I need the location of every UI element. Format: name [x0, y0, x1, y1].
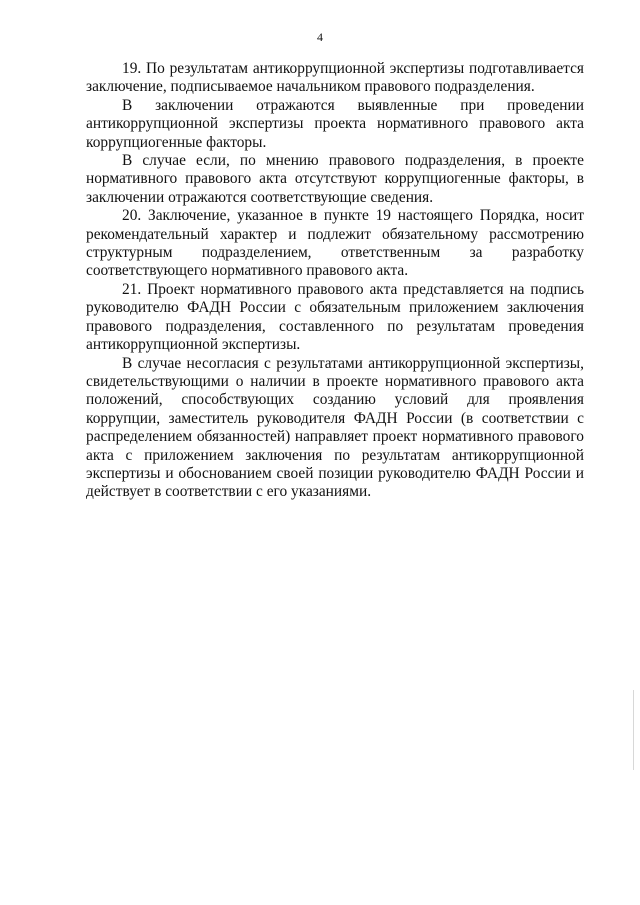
scan-artifact: [633, 690, 634, 770]
paragraph-21: 21. Проект нормативного правового акта представляется на подпись руководителю ФАДН России с обязательным приложением заключения правового подразделения, составленного по результатам проведения антикоррупционной экспертизы.: [86, 280, 584, 354]
document-body: [86, 60, 584, 502]
paragraph-no-factors: В случае если, по мнению правового подразделения, в проекте нормативного правового акта отсутствуют коррупциогенные факторы, в заключении отражаются соответствующие сведения.: [86, 152, 584, 206]
paragraph-disagreement: В случае несогласия с результатами антикоррупционной экспертизы, свидетельствующими о наличии в проекте нормативного правового акта положений, способствующих созданию условий для проявления коррупции, заместитель руководителя ФАДН России (в соответствии с распределением обязанностей) направляет проект нормативного правового акта с приложением заключения по результатам антикоррупционной экспертизы и обоснованием своей позиции руководителю ФАДН России и действует в соответствии с его указаниями.: [86, 354, 584, 501]
paragraph-conclusion-factors: В заключении отражаются выявленные при проведении антикоррупционной экспертизы проекта нормативного правового акта коррупциогенные факторы.: [86, 96, 584, 151]
paragraph-19: 19. По результатам антикоррупционной экспертизы подготавливается заключение, подписываемое начальником правового подразделения.: [86, 60, 584, 96]
page-number: 4: [317, 30, 323, 44]
paragraph-20: 20. Заключение, указанное в пункте 19 настоящего Порядка, носит рекомендательный характер и подлежит обязательному рассмотрению структурным подразделением, ответственным за разработку соответствующего нормативного правового акта.: [86, 207, 584, 280]
